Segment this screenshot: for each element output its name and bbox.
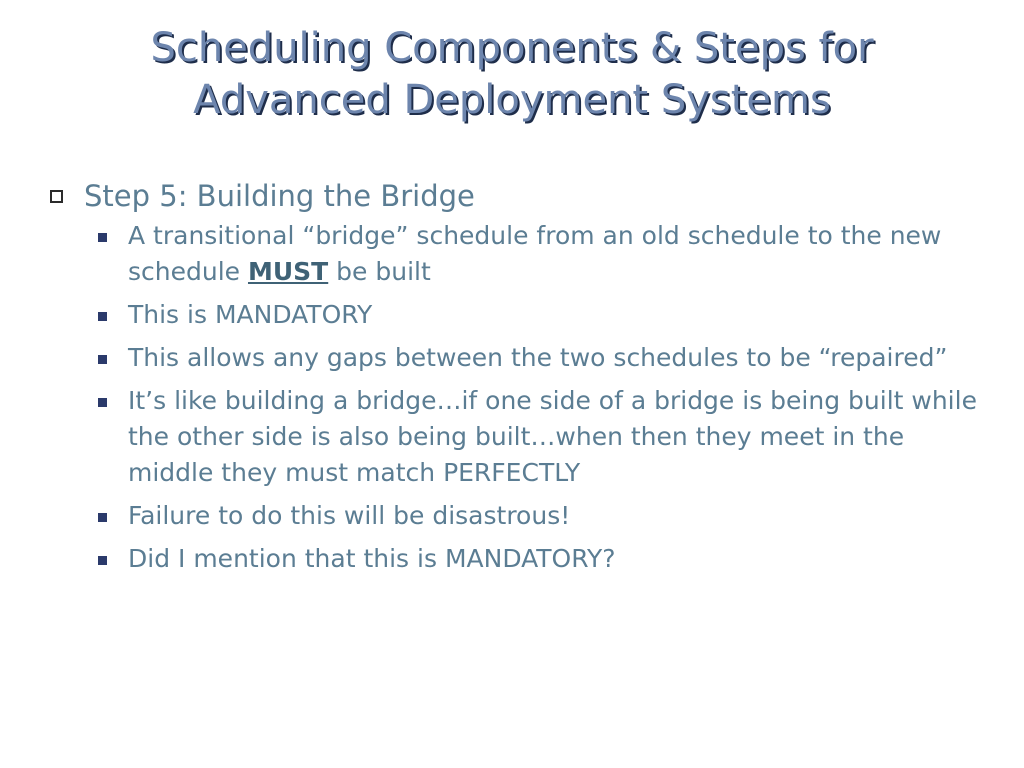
bullet-text: It’s like building a bridge…if one side of a bridge is being built while the other side is also being built…when then they meet in the middle they must match PERFECTLY	[128, 386, 977, 487]
bullet-item	[128, 218, 984, 290]
bullet-text: Failure to do this will be disastrous!	[128, 501, 571, 530]
bullet-text: This is MANDATORY	[128, 300, 373, 329]
square-bullet-icon	[98, 556, 107, 565]
hollow-square-bullet-icon	[50, 190, 63, 203]
bullet-item	[128, 340, 984, 376]
square-bullet-icon	[98, 513, 107, 522]
square-bullet-icon	[98, 312, 107, 321]
slide-title	[0, 22, 1024, 126]
slide-title-line-2: Advanced Deployment Systems	[193, 77, 831, 123]
slide-title-line-1: Scheduling Components & Steps for	[150, 25, 874, 71]
must-emphasis: MUST	[247, 257, 329, 286]
bullet-item	[128, 383, 984, 491]
square-bullet-icon	[98, 233, 107, 242]
square-bullet-icon	[98, 398, 107, 407]
bullet-text: be built	[328, 257, 431, 286]
bullet-text: A transitional “bridge” schedule from an old schedule to the new schedule	[128, 221, 942, 286]
square-bullet-icon	[98, 355, 107, 364]
bullet-item	[128, 498, 984, 534]
step-heading-item	[48, 176, 988, 216]
bullet-text: Did I mention that this is MANDATORY?	[128, 544, 616, 573]
step-heading: Step 5: Building the Bridge	[84, 179, 475, 213]
bullet-item	[128, 541, 984, 577]
slide-body	[48, 176, 988, 584]
bullet-list	[128, 218, 984, 577]
bullet-text: This allows any gaps between the two schedules to be “repaired”	[128, 343, 948, 372]
bullet-item	[128, 297, 984, 333]
